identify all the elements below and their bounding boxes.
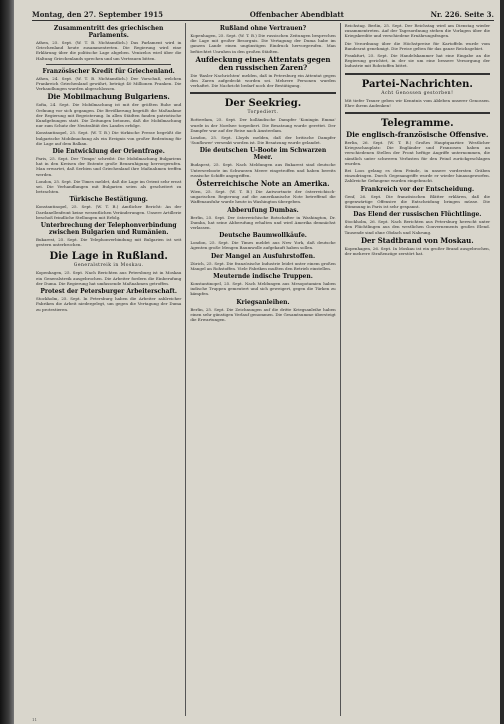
headline: Abberufung Dumbas. (227, 206, 299, 214)
article-text: Bukarest, 25. Sept. Die Telephonverbindung mit Bulgarien ist seit gestern unterbrochen. (36, 237, 182, 248)
article-text: Athen, 24. Sept. (W. T. B. Nichtamtlich.) Der Vorschuß, welchen Frankreich Griechenland gewährt, beträgt 40 Millionen Franken. Die Verhandlungen wurden abgeschlossen. (36, 75, 182, 92)
subheadline: Acht Genossen gestorben! (381, 90, 454, 96)
article-text: Mit tiefer Trauer geben wir Kenntnis vom Ableben unserer Genossen. Ehre ihrem Andenken! (344, 97, 490, 108)
column-2 (186, 23, 340, 716)
article-text: London, 25. Sept. Die Times meldet aus New York, daß deutsche Agenten große Mengen Baumwolle aufgekauft haben sollen. (190, 240, 336, 251)
headline: Frankreich vor der Entscheidung. (360, 185, 475, 193)
headline: Türkische Bestätigung. (69, 196, 148, 204)
headline: Das Elend der russischen Flüchtlinge. (353, 211, 482, 219)
article-text: Berlin, 25. Sept. Der österreichische Botschafter in Washington, Dr. Dumba, hat seine Abberufung erhalten und wird Amerika demnächst verlassen. (190, 214, 336, 231)
headline: Die Lage in Rußland. (49, 251, 168, 263)
article-text: Budapest, 25. Sept. Nach Meldungen aus Bukarest sind deutsche Unterseeboote im Schwarzen Meere eingetroffen und haben bereits russische Schiffe angegriffen. (190, 162, 336, 178)
article-text: Frankfurt, 25. Sept. Die Handelskammer hat eine Eingabe an die Regierung gerichtet, in der sie um eine bessere Versorgung der Industrie mit Rohstoffen bittet. (344, 53, 490, 69)
article-text: Konstantinopel, 25. Sept. (W. T. B.) Amtlicher Bericht: An der Dardanellenfront keine wesentlichen Veränderungen. Unsere Artillerie beschoß feindliche Stellungen mit Erfolg. (36, 204, 182, 220)
headline: Aufdeckung eines Attentats gegen den russischen Zaren? (195, 54, 331, 72)
headline: Französischer Kredit für Griechenland. (42, 67, 175, 75)
headline: Österreichische Note an Amerika. (196, 179, 330, 189)
column-1 (32, 23, 186, 716)
article-text: Athen, 25. Sept. (W. T. B. Nichtamtlich.) Das Parlament wird in Griechenland heute zusammentreten. Die Regierung wird eine Erklärung über die politische Lage abgeben. Venizelos wird über die Haltung Griechenlands sprechen und um Vertrauen bitten. (36, 40, 182, 61)
headline: Kriegsanleihen. (236, 298, 290, 306)
headline: Die englisch-französische Offensive. (346, 130, 489, 140)
article-text: Stockholm, 25. Sept. In Petersburg haben die Arbeiter zahlreicher Fabriken die Arbeit niedergelegt, um gegen die Vertagung der Duma zu protestieren. (36, 296, 182, 312)
article-text: Berlin, 25. Sept. Die Zeichnungen auf die dritte Kriegsanleihe haben einen sehr günstigen Verlauf genommen. Die Gesamtsumme übersteigt die Erwartungen. (190, 306, 336, 323)
column-3 (341, 23, 494, 716)
headline: Partei-Nachrichten. (361, 78, 473, 90)
headline: Der Seekrieg. (224, 98, 302, 110)
divider (345, 112, 490, 114)
newspaper-page (14, 0, 500, 724)
divider (190, 92, 335, 94)
article-text: London, 25. Sept. Lloyds melden, daß der britische Dampfer 'Sunflower' versenkt worden ist. Die Besatzung wurde gelandet. (190, 135, 336, 146)
headline: Die Mobilmachung Bulgariens. (47, 92, 170, 102)
headline: Der Stadtbrand von Moskau. (360, 235, 474, 245)
masthead-page-number: Nr. 226. Seite 3. (430, 9, 494, 19)
masthead-title: Offenbacher Abendblatt (249, 9, 344, 19)
article-text: Stockholm, 26. Sept. Nach Berichten aus Petersburg herrscht unter den Flüchtlingen aus den westlichen Gouvernements großes Elend. Tausende sind ohne Obdach und Nahrung. (344, 219, 490, 235)
headline: Protest der Petersburger Arbeiterschaft. (40, 288, 177, 296)
divider (345, 73, 490, 75)
article-text: Die 'Basler Nachrichten' melden, daß in Petersburg ein Attentat gegen den Zaren aufgedeckt worden sei. Mehrere Personen wurden verhaftet. Die Nachricht bedarf noch der Bestätigung. (190, 72, 336, 89)
page-binding (0, 0, 14, 724)
divider (46, 64, 171, 65)
headline: Die deutschen U-Boote im Schwarzen Meer. (199, 147, 327, 162)
article-text: Zürich, 25. Sept. Die französische Industrie leidet unter einem großen Mangel an Rohstoffen. Viele Fabriken mußten den Betrieb einstellen. (190, 260, 336, 271)
article-text: Sofia, 24. Sept. Die Mobilmachung ist mit der größten Ruhe und Ordnung vor sich gegangen. Die Bevölkerung begrüßt die Maßnahme der Regierung mit Begeisterung. In allen Städten fanden patriotische Kundgebungen statt. Die Zeitungen betonen, daß die Mobilmachung nur zum Schutz der Neutralität des Landes erfolge. (36, 102, 182, 129)
subheadline: Generalstreik in Moskau. (73, 263, 144, 269)
article-text: Wien, 25. Sept. (W. T. B.) Die Antwortnote der österreichisch-ungarischen Regierung auf die amerikanische Note betreffend die Waffenausfuhr wurde heute in Washington übergeben. (190, 189, 336, 205)
article-text: London, 25. Sept. Die Times meldet, daß die Lage im Orient sehr ernst sei. Die Verhandlungen mit Bulgarien seien als gescheitert zu betrachten. (36, 178, 182, 195)
article-text: Die Verordnung über die Höchstpreise für Kartoffeln wurde vom Bundesrat genehmigt. Die Preise gelten für das ganze Reichsgebiet. (344, 40, 490, 51)
article-text: Bei Loos gelang es dem Feinde, in unsere vordersten Gräben einzudringen. Durch Gegenangriffe wurde er wieder hinausgeworfen. Zahlreiche Gefangene wurden eingebracht. (344, 168, 490, 184)
article-text: Kopenhagen, 25. Sept. Nach Berichten aus Petersburg ist in Moskau ein Generalstreik ausgebrochen. Die Arbeiter fordern die Einberufung der Duma. Die Regierung hat umfassende Maßnahmen getroffen. (36, 270, 182, 286)
article-text: Paris, 25. Sept. Der 'Temps' schreibt: Die Mobilmachung Bulgariens hat in den Kreisen der Entente große Beunruhigung hervorgerufen. Man erwartet, daß Serbien und Griechenland ihre Maßnahmen treffen werden. (36, 156, 182, 177)
headline: Deutsche Baumwollkäufe. (219, 232, 307, 240)
headline: Der Mangel an Ausfuhrstoffen. (210, 252, 316, 260)
article-text: Kopenhagen, 26. Sept. In Moskau ist ein großer Brand ausgebrochen, der mehrere Straßenzüge zerstört hat. (344, 245, 490, 257)
page-stamp: 11 (32, 717, 38, 722)
article-text: Berlin, 26. Sept. (W. T. B.) Großes Hauptquartier. Westlicher Kriegsschauplatz: Die Engländer und Franzosen haben an verschiedenen Stellen der Front heftige Angriffe unternommen, die sämtlich unter schweren Verlusten für den Feind zurückgeschlagen wurden. (344, 140, 490, 166)
headline: Meuternde indische Truppen. (213, 273, 313, 281)
article-text: Konstantinopel, 25. Sept. (W. T. B.) Die türkische Presse begrüßt die bulgarische Mobilmachung als ein Ereignis von großer Bedeutung für die Lage auf dem Balkan. (36, 130, 182, 146)
article-text: Rotterdam, 25. Sept. Der holländische Dampfer 'Koningin Emma' wurde in der Nordsee torpediert. Die Besatzung wurde gerettet. Der Dampfer war auf der Reise nach Amsterdam. (190, 117, 336, 133)
headline: Telegramme. (381, 118, 454, 130)
article-text: Konstantinopel, 25. Sept. Nach Meldungen aus Mesopotamien haben indische Truppen gemeutert und sich geweigert, gegen die Türken zu kämpfen. (190, 281, 336, 297)
subheadline: Torpediert. (247, 110, 279, 116)
headline: Zusammentritt des griechischen Parlaments. (53, 25, 164, 39)
columns (32, 23, 494, 716)
headline: Rußland ohne Vertrauen? (219, 25, 307, 32)
headline: Unterbrechung der Telephonverbindung zwischen Bulgarien und Rumänien. (40, 222, 177, 237)
article-text: Genf, 26. Sept. Die französischen Blätter erklären, daß die gegenwärtige Offensive die Entscheidung bringen müsse. Die Stimmung in Paris ist sehr gespannt. (344, 193, 490, 210)
article-text: Reichstag. Berlin, 25. Sept. Der Reichstag wird am Dienstag wieder zusammentreten. Auf der Tagesordnung stehen die Vorlagen über die Kriegskredite und verschiedene Ernährungsfragen. (344, 23, 490, 39)
masthead (32, 8, 494, 21)
masthead-date: Montag, den 27. September 1915 (32, 9, 163, 19)
article-text: Kopenhagen, 25. Sept. (W. T. B.) Die russischen Zeitungen besprechen die Lage mit großer Besorgnis. Die Vertagung der Duma habe im ganzen Lande einen ungünstigen Eindruck hervorgerufen. Man befürchtet Unruhen in den großen Städten. (190, 33, 336, 54)
headline: Die Entwicklung der Orientfrage. (52, 148, 165, 156)
